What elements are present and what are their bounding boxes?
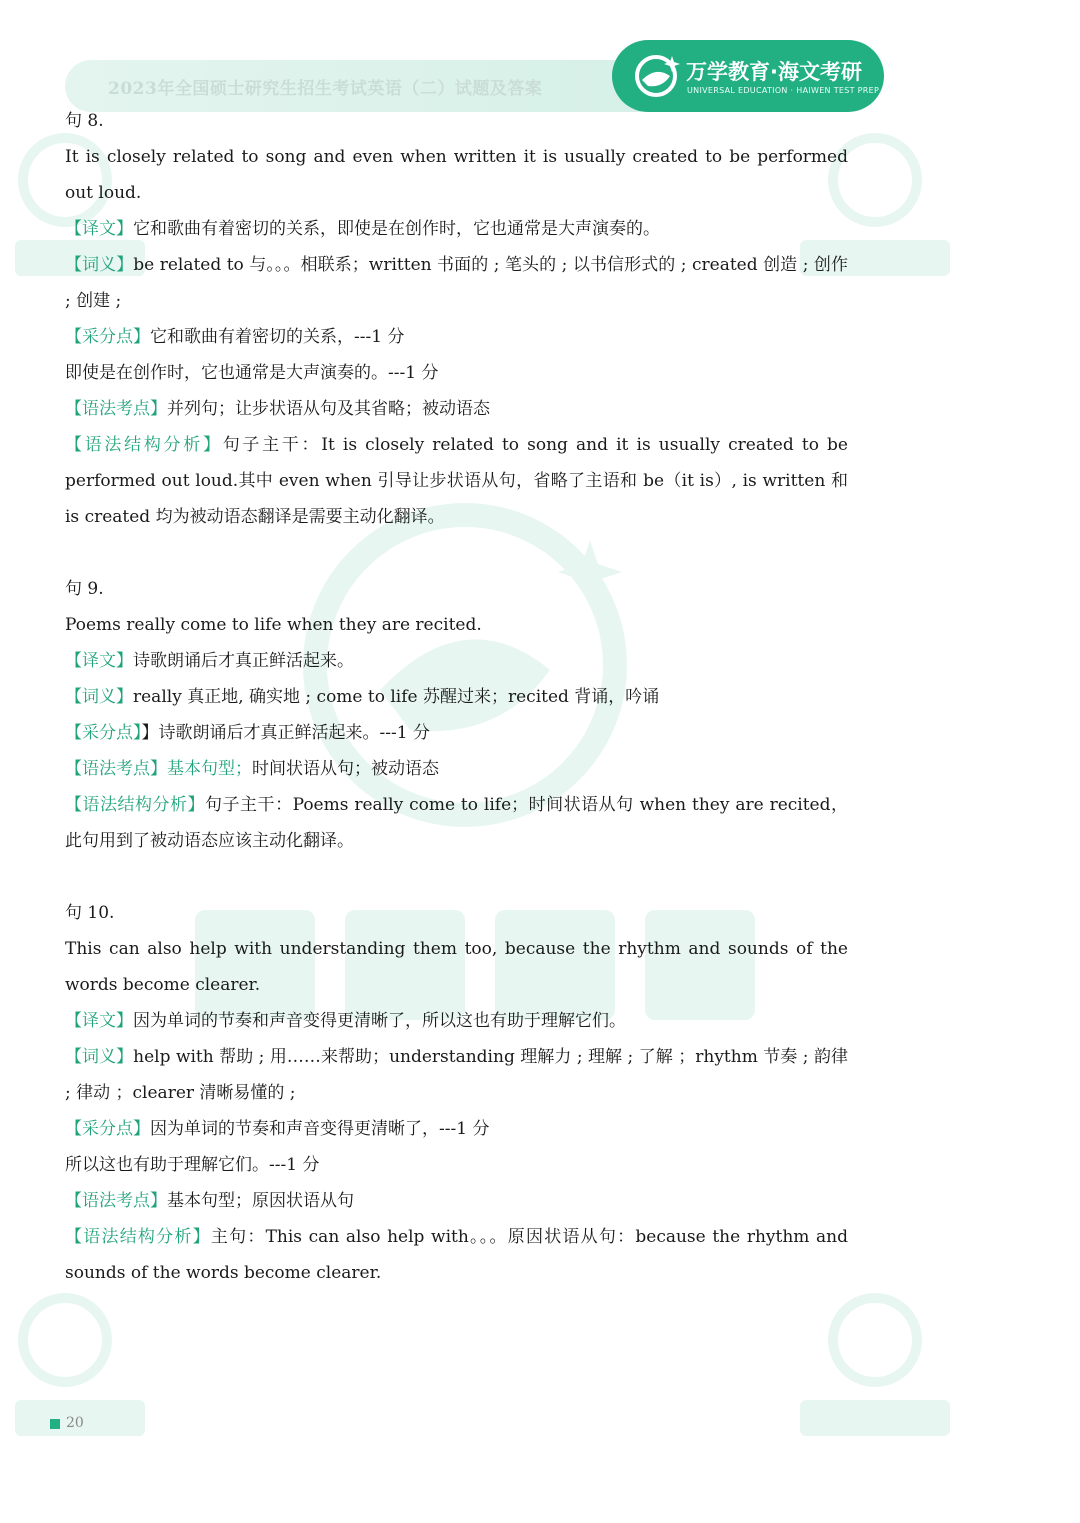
translation-tag: 【译文】 <box>65 219 133 239</box>
grammar-tag: 【语法考点】 <box>65 1191 167 1211</box>
sentence-10-english: This can also help with understanding them too, because the rhythm and sounds of the words become clearer. <box>65 939 848 995</box>
page-number: 20 <box>66 1415 84 1431</box>
points-tag: 【采分点】 <box>65 327 150 347</box>
page-marker-icon <box>50 1419 60 1429</box>
points-tag: 【采分点】 <box>65 1119 150 1139</box>
brand-badge <box>612 40 884 112</box>
analysis-tag: 【语法结构分析】 <box>65 795 206 815</box>
sentence-10-point2: 所以这也有助于理解它们。---1 分 <box>65 1155 320 1175</box>
sentence-8-point2: 即使是在创作时，它也通常是大声演奏的。---1 分 <box>65 363 439 383</box>
translation-tag: 【译文】 <box>65 1011 133 1031</box>
sentence-8-vocab: 【词义】be related to 与。。。相联系；written 书面的 ; 笔头的 ; 以书信形式的 ; created 创造 ; 创作 ; 创建 ; <box>65 255 848 311</box>
grammar-tag: 【语法考点】 <box>65 399 167 419</box>
sentence-10-vocab: 【词义】help with 帮助 ; 用……来帮助；understanding 理解力 ; 理解 ; 了解 ；rhythm 节奏 ; 韵律 ; 律动 ；clearer 清晰易懂的 ; <box>65 1047 849 1103</box>
sentence-9-points: 【采分点】】诗歌朗诵后才真正鲜活起来。---1 分 <box>65 723 430 743</box>
sentence-10-grammar: 【语法考点】基本句型；原因状语从句 <box>65 1191 354 1211</box>
sentence-9-translation: 【译文】诗歌朗诵后才真正鲜活起来。 <box>65 651 354 671</box>
sentence-8-number: 句 8. <box>65 111 104 131</box>
analysis-tag: 【语法结构分析】 <box>65 435 223 455</box>
sentence-9-analysis: 【语法结构分析】句子主干：Poems really come to life；时间状语从句 when they are recited，此句用到了被动语态应该主动化翻译。 <box>65 795 848 851</box>
document-body <box>65 103 848 1291</box>
brand-name: 万学教育·海文考研 <box>686 60 862 84</box>
watermark-logo-bottom-right <box>800 1290 950 1440</box>
sentence-8-english: It is closely related to song and even when written it is usually created to be performed out loud. <box>65 147 848 203</box>
sentence-8-points: 【采分点】它和歌曲有着密切的关系，---1 分 <box>65 327 405 347</box>
sentence-8-analysis: 【语法结构分析】句子主干：It is closely related to song and it is usually created to be performed out loud.其中 even when 引导让步状语从句，省略了主语和 be（it is）, is written 和 is created 均为被动语态翻译是需要主动化翻译。 <box>65 435 848 527</box>
sentence-9-grammar: 【语法考点】基本句型；时间状语从句；被动语态 <box>65 759 439 779</box>
sentence-9-english: Poems really come to life when they are recited. <box>65 615 482 635</box>
vocab-tag: 【词义】 <box>65 255 134 275</box>
sentence-10-number: 句 10. <box>65 903 115 923</box>
sentence-10-translation: 【译文】因为单词的节奏和声音变得更清晰了，所以这也有助于理解它们。 <box>65 1011 626 1031</box>
brand-logo-icon <box>632 52 680 100</box>
sentence-9-vocab: 【词义】really 真正地, 确实地 ; come to life 苏醒过来；recited 背诵，吟诵 <box>65 687 660 707</box>
grammar-tag: 【语法考点】基本句型； <box>65 759 252 779</box>
vocab-tag: 【词义】 <box>65 687 133 707</box>
analysis-tag: 【语法结构分析】 <box>65 1227 211 1247</box>
sentence-10-analysis: 【语法结构分析】主句：This can also help with。。。原因状语从句：because the rhythm and sounds of the words become clearer. <box>65 1227 849 1283</box>
brand-subtitle: UNIVERSAL EDUCATION · HAIWEN TEST PREP <box>687 86 880 95</box>
sentence-8-grammar: 【语法考点】并列句；让步状语从句及其省略；被动语态 <box>65 399 490 419</box>
vocab-tag: 【词义】 <box>65 1047 134 1067</box>
header-title: 2023年全国硕士研究生招生考试英语（二）试题及答案 <box>108 79 543 99</box>
sentence-9-number: 句 9. <box>65 579 104 599</box>
points-tag: 【采分点】 <box>65 723 142 743</box>
sentence-10-points: 【采分点】因为单词的节奏和声音变得更清晰了，---1 分 <box>65 1119 490 1139</box>
sentence-8-translation: 【译文】它和歌曲有着密切的关系，即使是在创作时，它也通常是大声演奏的。 <box>65 219 660 239</box>
translation-tag: 【译文】 <box>65 651 133 671</box>
